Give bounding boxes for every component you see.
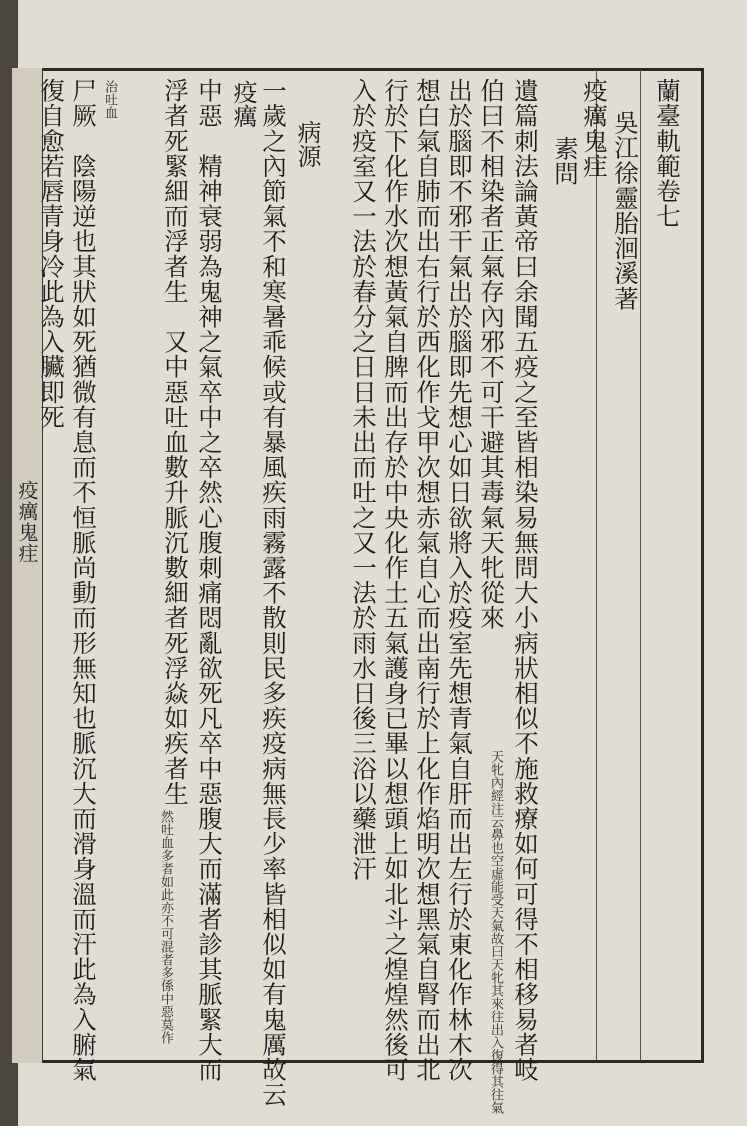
text-column-6: 入於疫室又一法於春分之日日未出而吐之又一法於雨水日後三浴以藥泄汗 (349, 78, 378, 882)
text-column-10: 尸厥 陰陽逆也其狀如死猶微有息而不恒脈尚動而形無知也脈沉大而滑身溫而汗此為入腑氣 (69, 78, 98, 1082)
margin-section-title: 疫癘鬼疰 (15, 480, 39, 564)
column-rule (596, 70, 597, 1061)
annotation-zhixue: 治吐血 (102, 80, 117, 119)
annotation-tuxue: 然吐血多者如此亦不可混者多係中惡莫作 (158, 810, 173, 1044)
column-rule (640, 70, 641, 1061)
text-column-3: 出於腦即不邪干氣出於腦即先想心如日欲將入於疫室先想青氣自肝而出左行於東化作林木次 (445, 78, 474, 1082)
text-column-11: 復自愈若唇青身冷此為入臟即死 (37, 78, 66, 430)
text-column-4: 想白氣自肺而出右行於西化作戈甲次想赤氣自心而出南行於上化作焰明次想黑氣自腎而出北 (413, 78, 442, 1082)
volume-title: 蘭臺軌範卷七 (653, 78, 682, 229)
author-line: 吳江徐靈胎洄溪著 (611, 110, 640, 311)
text-column-5: 行於下化作水次想黃氣自脾而出存於中央化作土五氣護身已畢以想頭上如北斗之煌煌然後可 (381, 78, 410, 1082)
text-column-9: 浮者死緊細而浮者生 又中惡吐血數升脈沉數細者死浮焱如疾者生 (161, 78, 190, 806)
text-column-2: 伯曰不相染者正氣存內邪不可干避其毒氣天牝從來 (477, 78, 506, 631)
source-title: 素問 (551, 136, 580, 187)
text-column-7: 一歲之內節氣不和寒暑乖候或有暴風疾雨霧露不散則民多疾疫病無長少率皆相似如有鬼厲故云 (259, 78, 288, 1108)
annotation-tianpin: 天牝內經注云鼻也空虛能受天氣故曰天牝其來往出入復得其往氣 (488, 750, 503, 1114)
text-column-1: 遺篇刺法論黃帝曰余聞五疫之至皆相染易無問大小病狀相似不施救療如何可得不相移易者岐 (511, 78, 540, 1082)
section-title: 疫癘鬼疰 (580, 78, 609, 179)
subheading-bingyuan: 病源 (293, 120, 321, 168)
subheading-yili: 疫癘 (229, 80, 257, 128)
text-column-8: 中惡 精神衰弱為鬼神之氣卒中之卒然心腹刺痛悶亂欲死凡卒中惡腹大而滿者診其脈緊大而 (195, 78, 224, 1082)
